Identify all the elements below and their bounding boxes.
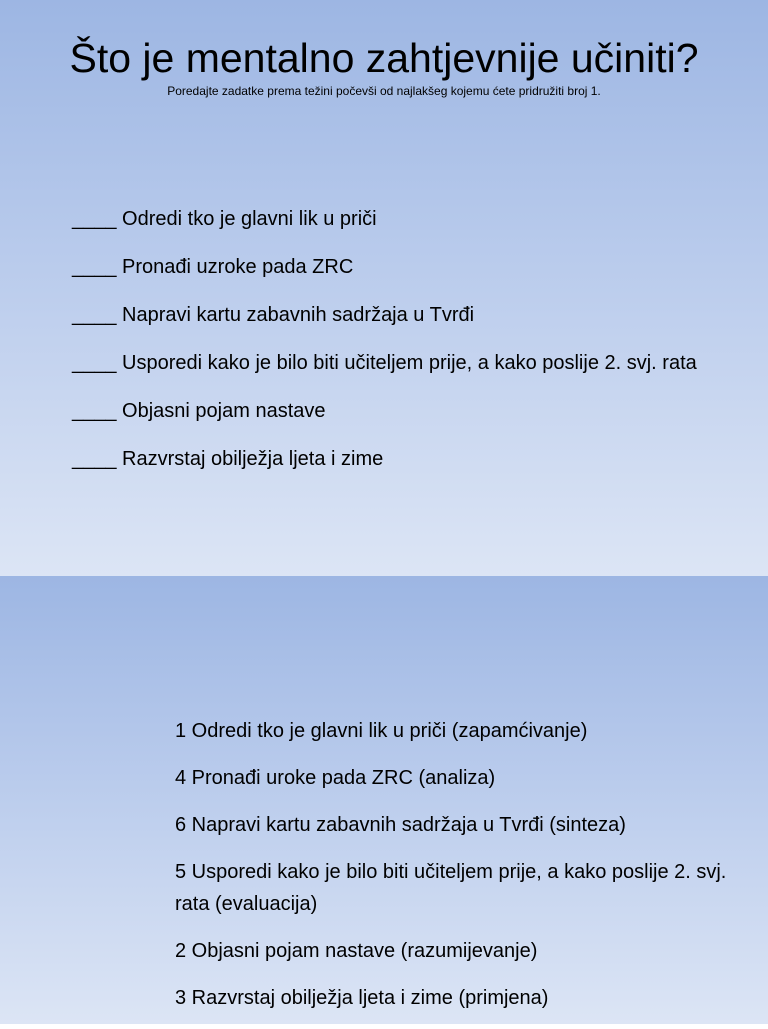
- answer-item: 1 Odredi tko je glavni lik u priči (zapamćivanje): [175, 720, 588, 742]
- answer-item: 5 Usporedi kako je bilo biti učiteljem prije, a kako poslije 2. svj. rata (evaluacija): [175, 861, 727, 915]
- answer-item: 3 Razvrstaj obilježja ljeta i zime (primjena): [175, 987, 549, 1009]
- task-list: [72, 203, 742, 491]
- task-item: ____ Pronađi uzroke pada ZRC: [72, 256, 354, 278]
- task-item: ____ Objasni pojam nastave: [72, 400, 326, 422]
- task-item: ____ Napravi kartu zabavnih sadržaja u Tvrđi: [72, 304, 475, 326]
- slide-subtitle: Poredajte zadatke prema težini počevši od najlakšeg kojemu ćete pridružiti broj 1.: [167, 84, 601, 98]
- task-item: ____ Usporedi kako je bilo biti učiteljem prije, a kako poslije 2. svj. rata: [72, 352, 697, 374]
- task-item: ____ Razvrstaj obilježja ljeta i zime: [72, 448, 384, 470]
- answer-list: [175, 715, 735, 1029]
- task-item: ____ Odredi tko je glavni lik u priči: [72, 208, 377, 230]
- slide-2: [0, 576, 768, 1024]
- answer-item: 6 Napravi kartu zabavnih sadržaja u Tvrđi (sinteza): [175, 814, 626, 836]
- slide-title: Što je mentalno zahtjevnije učiniti?: [69, 35, 699, 81]
- answer-item: 4 Pronađi uroke pada ZRC (analiza): [175, 767, 496, 789]
- answer-item: 2 Objasni pojam nastave (razumijevanje): [175, 940, 538, 962]
